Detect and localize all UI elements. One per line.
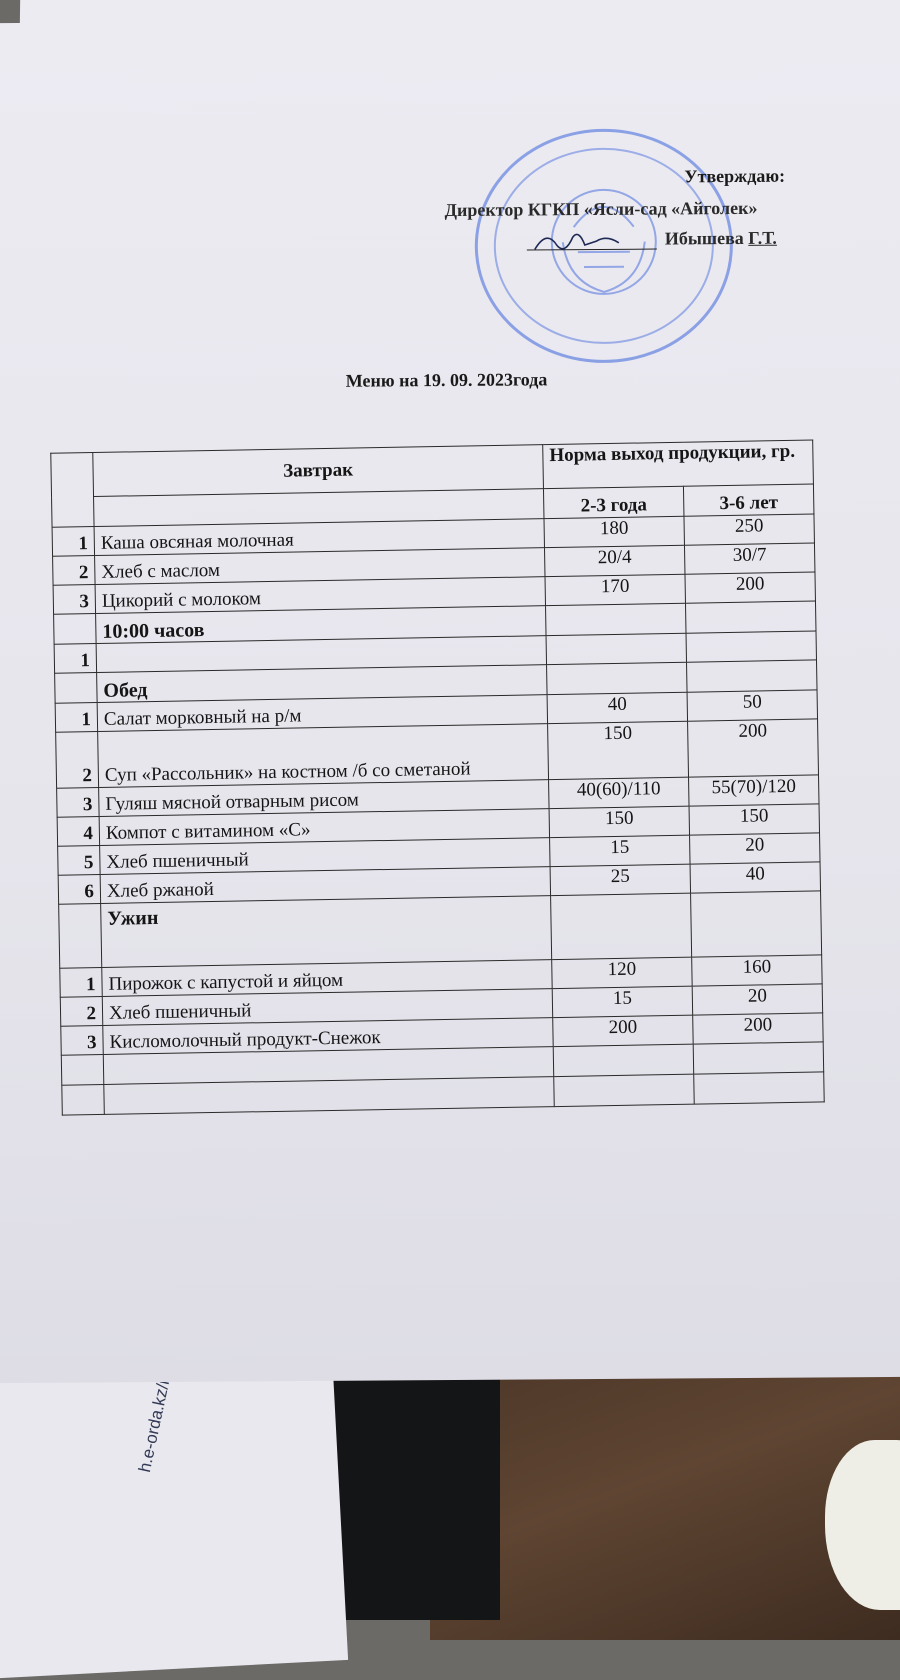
row-number: 1 — [54, 644, 96, 674]
signatory-name: Ибышева — [664, 227, 744, 249]
portion-3-6: 40 — [690, 862, 820, 893]
portion-3-6: 50 — [687, 690, 817, 721]
menu-title: Меню на 19. 09. 2023года — [345, 369, 548, 391]
portion-3-6: 55(70)/120 — [689, 775, 819, 806]
portion-2-3: 40 — [547, 692, 687, 723]
approval-title: Утверждаю: — [684, 165, 786, 187]
portion-2-3: 200 — [553, 1015, 693, 1046]
age-2-3-header: 2-3 года — [543, 486, 684, 518]
row-number: 4 — [57, 816, 99, 846]
portion-3-6: 200 — [685, 572, 815, 603]
portion-3-6: 160 — [692, 955, 822, 986]
director-line: Директор КГКП «Ясли-сад «Айголек» — [444, 197, 758, 221]
row-number: 2 — [60, 996, 102, 1026]
portion-2-3: 15 — [552, 986, 692, 1017]
dish-name: Суп «Рассольник» на костном /б со сметаной — [98, 724, 549, 788]
portion-2-3: 150 — [549, 806, 689, 837]
dish-name: Компот с витамином «С» — [99, 809, 549, 846]
signature — [527, 249, 657, 251]
row-number: 1 — [55, 703, 97, 733]
portion-3-6 — [686, 631, 816, 662]
dish-name: Кисломолочный продукт-Снежок — [103, 1018, 553, 1055]
portion-2-3: 15 — [550, 835, 690, 866]
row-number: 3 — [53, 585, 95, 615]
breakfast-header: Завтрак — [93, 445, 544, 497]
dish-name: Салат морковный на р/м — [97, 695, 547, 732]
lunch-header: Обед — [97, 665, 547, 703]
portion-2-3: 180 — [544, 516, 684, 547]
row-number: 5 — [58, 845, 100, 875]
dish-name: Хлеб с маслом — [95, 548, 545, 585]
portion-2-3: 20/4 — [544, 545, 684, 576]
row-number: 6 — [58, 874, 100, 904]
portion-2-3: 170 — [545, 574, 685, 605]
norm-header: Норма выход продукции, гр. — [543, 440, 814, 489]
row-number: 1 — [60, 967, 102, 997]
portion-3-6: 30/7 — [684, 543, 814, 574]
row-number: 3 — [61, 1025, 103, 1055]
signature-block — [527, 228, 777, 251]
portion-3-6: 200 — [693, 1013, 823, 1044]
row-number: 1 — [52, 527, 94, 557]
portion-2-3: 150 — [548, 721, 689, 779]
portion-2-3: 40(60)/110 — [549, 777, 689, 808]
dinner-rows — [60, 955, 823, 1055]
lunch-rows — [55, 690, 820, 904]
dish-name: Гуляш мясной отварным рисом — [99, 780, 549, 817]
dish-name: Цикорий с молоком — [95, 577, 545, 614]
menu-sheet — [0, 17, 900, 1383]
row-number: 3 — [57, 787, 99, 817]
dish-name: Пирожок с капустой и яйцом — [102, 960, 552, 997]
portion-3-6: 250 — [684, 514, 814, 545]
background-paper-bottom — [0, 1340, 348, 1679]
row-number: 2 — [56, 732, 99, 789]
snack-header: 10:00 часов — [96, 606, 546, 644]
portion-3-6: 150 — [689, 804, 819, 835]
dish-name: Хлеб пшеничный — [102, 989, 552, 1026]
portion-2-3 — [546, 633, 686, 664]
portion-3-6: 20 — [690, 833, 820, 864]
dish-name: Каша овсяная молочная — [94, 519, 544, 556]
age-3-6-header: 3-6 лет — [683, 484, 814, 516]
dinner-header: Ужин — [101, 896, 552, 968]
portion-2-3: 25 — [550, 864, 690, 895]
dish-name: Хлеб пшеничный — [100, 838, 550, 875]
breakfast-rows — [52, 514, 815, 614]
portion-2-3: 120 — [552, 957, 692, 988]
portion-3-6: 20 — [692, 984, 822, 1015]
row-number: 2 — [53, 556, 95, 586]
dish-name: Хлеб ржаной — [100, 867, 550, 904]
portion-3-6: 200 — [688, 719, 819, 777]
signatory-initials: Г.Т. — [748, 227, 777, 248]
menu-table — [50, 439, 824, 1115]
